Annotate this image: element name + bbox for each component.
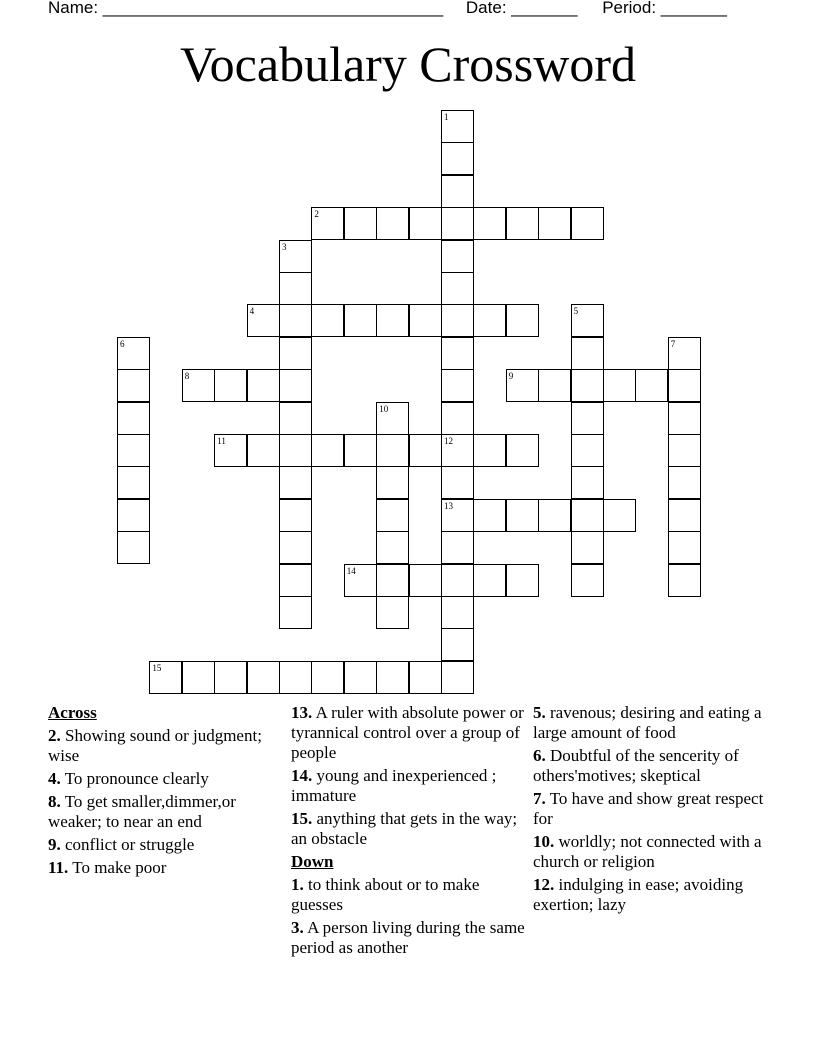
across-clue: [48, 792, 284, 832]
clue-text: conflict or struggle: [65, 835, 195, 854]
clue-text: anything that gets in the way; an obstacle: [291, 809, 518, 848]
crossword-cell[interactable]: [279, 531, 312, 564]
clue-number: 5.: [533, 703, 546, 722]
clue-number: 14.: [291, 766, 313, 785]
clue-number: 1.: [291, 875, 304, 894]
crossword-cell[interactable]: [473, 499, 506, 532]
clue-text: To make poor: [72, 858, 167, 877]
clue-number: 12.: [533, 875, 555, 894]
crossword-cell[interactable]: [376, 564, 409, 597]
crossword-cell[interactable]: [279, 499, 312, 532]
crossword-cell[interactable]: [441, 564, 474, 597]
crossword-cell[interactable]: [506, 499, 539, 532]
crossword-cell[interactable]: [571, 207, 604, 240]
clue-number-label: 12: [444, 436, 453, 446]
clue-column-1: [48, 703, 284, 881]
crossword-cell[interactable]: [279, 369, 312, 402]
clue-text: To pronounce clearly: [64, 769, 209, 788]
clue-number-label: 13: [444, 500, 453, 511]
crossword-cell[interactable]: [441, 142, 474, 175]
crossword-cell[interactable]: [538, 207, 571, 240]
period-field[interactable]: Period: _______: [602, 0, 727, 17]
crossword-cell[interactable]: [571, 531, 604, 564]
crossword-cell[interactable]: [473, 434, 506, 467]
crossword-cell[interactable]: [603, 369, 636, 402]
clue-number: 7.: [533, 789, 546, 808]
crossword-cell[interactable]: [409, 207, 442, 240]
across-clue: [48, 726, 284, 766]
down-clue: [533, 875, 773, 915]
clue-number-label: 15: [152, 662, 162, 673]
crossword-cell[interactable]: [441, 304, 474, 337]
crossword-cell[interactable]: [473, 207, 506, 240]
crossword-cell[interactable]: [247, 434, 280, 467]
crossword-cell[interactable]: [279, 337, 312, 370]
crossword-cell[interactable]: [409, 564, 442, 597]
clue-number: 6.: [533, 746, 546, 765]
clue-number-label: 8: [184, 371, 190, 382]
clue-number-label: 6: [120, 338, 125, 349]
crossword-cell[interactable]: [538, 369, 571, 402]
crossword-cell[interactable]: [506, 434, 539, 467]
crossword-cell[interactable]: [117, 499, 150, 532]
crossword-cell[interactable]: [473, 564, 506, 597]
down-clue: [291, 918, 527, 958]
clue-number: 4.: [48, 769, 61, 788]
down-heading: Down: [291, 852, 334, 871]
clue-number: 8.: [48, 792, 61, 811]
crossword-cell[interactable]: [538, 499, 571, 532]
crossword-cell[interactable]: [376, 304, 409, 337]
crossword-cell[interactable]: [506, 564, 539, 597]
clue-number-label: 3: [282, 241, 287, 252]
crossword-cell[interactable]: [214, 369, 247, 402]
crossword-cell[interactable]: [376, 207, 409, 240]
crossword-cell[interactable]: [409, 661, 442, 694]
crossword-cell[interactable]: [409, 304, 442, 337]
clue-number: 9.: [48, 835, 61, 854]
across-clue: [48, 835, 284, 855]
crossword-cell[interactable]: [441, 207, 474, 240]
crossword-cell[interactable]: [441, 369, 474, 402]
crossword-cell[interactable]: [279, 466, 312, 499]
clue-number-label: 9: [508, 371, 514, 382]
crossword-cell[interactable]: [668, 531, 701, 564]
crossword-cell[interactable]: [344, 207, 377, 240]
clue-number: 15.: [291, 809, 313, 828]
crossword-cell[interactable]: [214, 661, 247, 694]
down-clue: [291, 875, 527, 915]
clue-text: ravenous; desiring and eating a large amount of food: [533, 703, 762, 742]
crossword-cell[interactable]: [668, 499, 701, 532]
clue-column-3: [533, 703, 773, 918]
crossword-cell[interactable]: [311, 304, 344, 337]
crossword-cell[interactable]: [311, 434, 344, 467]
crossword-cell[interactable]: [376, 531, 409, 564]
clue-number: 10.: [533, 832, 555, 851]
clue-text: to think about or to make guesses: [291, 875, 480, 914]
across-clue: [48, 769, 284, 789]
clue-number-label: 10: [379, 403, 389, 414]
crossword-cell[interactable]: [571, 369, 604, 402]
clue-number-label: 4: [249, 306, 255, 317]
crossword-cell[interactable]: [668, 402, 701, 435]
down-clue: [533, 703, 773, 743]
crossword-cell[interactable]: [182, 661, 215, 694]
crossword-cell[interactable]: [506, 304, 539, 337]
crossword-cell[interactable]: [441, 531, 474, 564]
crossword-cell[interactable]: [571, 337, 604, 370]
crossword-cell[interactable]: [473, 304, 506, 337]
clue-text: young and inexperienced ; immature: [291, 766, 497, 805]
crossword-cell[interactable]: [117, 466, 150, 499]
crossword-cell[interactable]: [441, 240, 474, 273]
crossword-cell[interactable]: [441, 272, 474, 305]
crossword-cell[interactable]: [441, 661, 474, 694]
crossword-cell[interactable]: [441, 466, 474, 499]
crossword-cell[interactable]: [571, 499, 604, 532]
clue-column-2: [291, 703, 527, 961]
clue-number: 3.: [291, 918, 304, 937]
crossword-cell[interactable]: [279, 304, 312, 337]
across-clue: [291, 766, 527, 806]
crossword-cell[interactable]: [279, 596, 312, 629]
clue-number: 13.: [291, 703, 313, 722]
crossword-cell[interactable]: [603, 499, 636, 532]
crossword-cell[interactable]: [279, 564, 312, 597]
date-field[interactable]: Date: _______: [465, 0, 578, 17]
crossword-cell[interactable]: [117, 369, 150, 402]
crossword-cell[interactable]: [247, 369, 280, 402]
crossword-cell[interactable]: [571, 434, 604, 467]
down-clue: [533, 789, 773, 829]
crossword-cell[interactable]: [635, 369, 668, 402]
clue-text: A ruler with absolute power or tyrannical control over a group of people: [291, 703, 524, 762]
crossword-cell[interactable]: [571, 466, 604, 499]
crossword-cell[interactable]: [279, 402, 312, 435]
crossword-cell[interactable]: [344, 661, 377, 694]
clue-number: 11.: [48, 858, 69, 877]
crossword-cell[interactable]: [279, 272, 312, 305]
across-heading: Across: [48, 703, 97, 722]
crossword-cell[interactable]: [344, 304, 377, 337]
clue-text: worldly; not connected with a church or religion: [533, 832, 762, 871]
clue-text: Doubtful of the sencerity of others'motives; skeptical: [533, 746, 739, 785]
crossword-cell[interactable]: [668, 369, 701, 402]
clue-text: To have and show great respect for: [533, 789, 764, 828]
crossword-cell[interactable]: [668, 434, 701, 467]
crossword-cell[interactable]: [506, 207, 539, 240]
page-title: Vocabulary Crossword: [180, 36, 636, 92]
crossword-cell[interactable]: [344, 434, 377, 467]
clue-number-label: 7: [670, 338, 676, 349]
across-clue: [48, 858, 284, 878]
down-clue: [533, 832, 773, 872]
crossword-cell[interactable]: [571, 402, 604, 435]
clue-number-label: 1: [444, 112, 449, 122]
crossword-cell[interactable]: [279, 434, 312, 467]
clue-text: indulging in ease; avoiding exertion; lazy: [533, 875, 744, 914]
crossword-cell[interactable]: [117, 434, 150, 467]
clue-text: To get smaller,dimmer,or weaker; to near an end: [48, 792, 236, 831]
clue-number-label: 2: [314, 209, 319, 220]
crossword-cell[interactable]: [117, 531, 150, 564]
crossword-cell[interactable]: [247, 661, 280, 694]
down-clue: [533, 746, 773, 786]
crossword-cell[interactable]: [376, 596, 409, 629]
clue-number: 2.: [48, 726, 61, 745]
crossword-cell[interactable]: [376, 499, 409, 532]
clue-number-label: 5: [573, 306, 579, 317]
clue-text: Showing sound or judgment; wise: [48, 726, 262, 765]
crossword-cell[interactable]: [441, 175, 474, 208]
crossword-cell[interactable]: [409, 434, 442, 467]
crossword-cell[interactable]: [571, 564, 604, 597]
clue-number-label: 11: [217, 436, 226, 446]
crossword-cell[interactable]: [441, 596, 474, 629]
crossword-cell[interactable]: [441, 337, 474, 370]
clue-number-label: 14: [346, 565, 356, 576]
crossword-cell[interactable]: [117, 402, 150, 435]
crossword-cell[interactable]: [311, 661, 344, 694]
crossword-cell[interactable]: [376, 434, 409, 467]
crossword-cell[interactable]: [376, 661, 409, 694]
across-clue: [291, 703, 527, 763]
across-clue: [291, 809, 527, 849]
crossword-cell[interactable]: [668, 564, 701, 597]
crossword-cell[interactable]: [441, 628, 474, 661]
crossword-cell[interactable]: [668, 466, 701, 499]
name-field[interactable]: Name: ____________________________________: [48, 0, 444, 17]
crossword-cell[interactable]: [441, 402, 474, 435]
crossword-cell[interactable]: [376, 466, 409, 499]
clue-text: A person living during the same period as another: [291, 918, 525, 957]
crossword-cell[interactable]: [279, 661, 312, 694]
